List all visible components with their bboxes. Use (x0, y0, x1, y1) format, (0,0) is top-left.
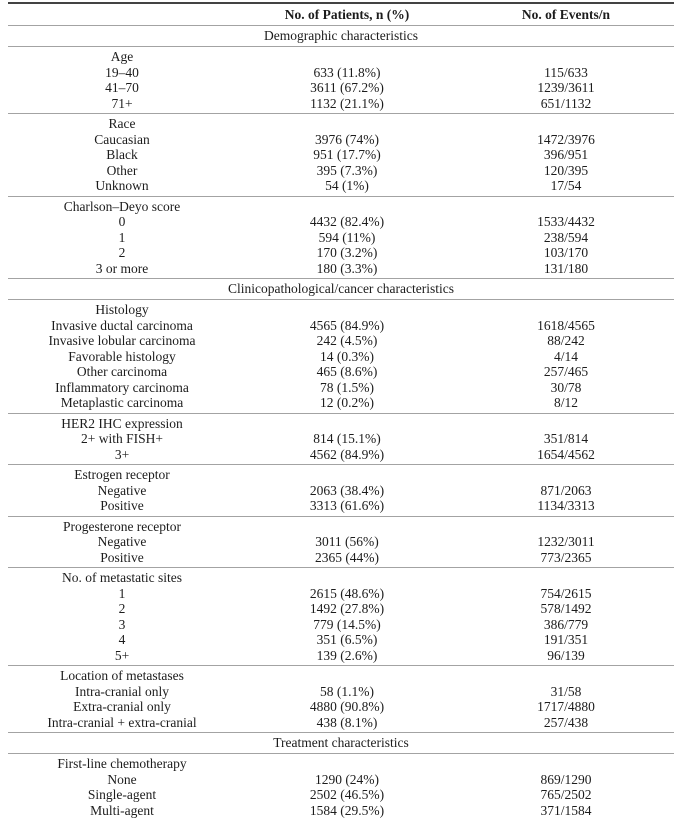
group-label: No. of metastatic sites (62, 570, 182, 585)
row-label: 3+ (114, 446, 130, 462)
events-cell: 191/351 (543, 632, 589, 647)
patient-characteristics-table (8, 2, 674, 820)
events-cell: 257/465 (543, 364, 589, 379)
row-label: Black (106, 147, 138, 162)
row-label: 2 (118, 245, 126, 260)
table-row (8, 333, 674, 349)
table-row (8, 178, 674, 194)
table-row (8, 803, 674, 819)
patients-cell: 2502 (46.5%) (309, 787, 385, 802)
table-row (8, 132, 674, 148)
row-label: Intra-cranial only (74, 683, 170, 699)
table-row (8, 230, 674, 246)
row-label: 3 (118, 616, 126, 632)
events-cell (458, 116, 674, 132)
patients-cell: 3611 (67.2%) (310, 80, 384, 95)
patients-cell: 242 (4.5%) (316, 333, 378, 348)
group-header-row (8, 199, 674, 215)
row-label: Inflammatory carcinoma (55, 379, 189, 395)
row-label: 0 (118, 214, 126, 229)
group-label: Race (108, 116, 136, 131)
patients-cell: 3011 (56%) (315, 534, 379, 549)
group-header-row (8, 668, 674, 684)
table-row (8, 431, 674, 447)
patients-cell (236, 519, 458, 535)
events-cell: 1717/4880 (537, 699, 595, 714)
table-row (8, 601, 674, 617)
row-label: 4 (118, 632, 126, 647)
events-cell: 30/78 (550, 379, 582, 395)
patients-cell (236, 668, 458, 684)
row-label: 19–40 (105, 64, 139, 80)
patients-cell: 1492 (27.8%) (309, 601, 385, 616)
events-cell: 31/58 (550, 683, 582, 699)
events-cell (458, 668, 674, 684)
table-row (8, 617, 674, 633)
table-row (8, 395, 674, 411)
row-label: Negative (97, 534, 147, 549)
table-row (8, 214, 674, 230)
table-row (8, 648, 674, 664)
patients-cell: 14 (0.3%) (320, 348, 374, 364)
events-cell: 351/814 (543, 431, 589, 446)
table-header-row (8, 4, 674, 25)
group-block (8, 197, 674, 279)
row-label: Unknown (95, 178, 149, 193)
table-row (8, 483, 674, 499)
group-label: Age (110, 49, 134, 64)
table-row (8, 498, 674, 514)
table-row (8, 447, 674, 463)
group-block (8, 465, 674, 516)
events-cell: 578/1492 (540, 601, 592, 616)
events-cell: 1239/3611 (537, 80, 595, 95)
table-row (8, 261, 674, 277)
patients-cell: 814 (15.1%) (313, 431, 381, 446)
patients-cell: 395 (7.3%) (316, 162, 378, 178)
table-row (8, 684, 674, 700)
section-title-row (8, 26, 674, 46)
group-block (8, 114, 674, 196)
events-cell (458, 416, 674, 432)
events-cell: 1654/4562 (537, 446, 595, 462)
group-header-row (8, 756, 674, 772)
section-title: Demographic characteristics (263, 28, 419, 43)
table-row (8, 586, 674, 602)
table-row (8, 534, 674, 550)
row-label: Invasive lobular carcinoma (48, 333, 196, 348)
section-title: Clinicopathological/cancer characteristics (227, 281, 455, 296)
events-cell: 1232/3011 (537, 534, 595, 549)
patients-cell: 139 (2.6%) (316, 647, 378, 663)
events-cell: 96/139 (547, 647, 585, 663)
events-cell: 754/2615 (540, 585, 592, 601)
patients-cell (236, 49, 458, 65)
patients-cell: 4432 (82.4%) (309, 214, 385, 229)
patients-cell (236, 199, 458, 215)
group-header-row (8, 302, 674, 318)
group-block (8, 568, 674, 665)
table-row (8, 699, 674, 715)
group-header-row (8, 467, 674, 483)
group-label: First-line chemotherapy (57, 756, 187, 771)
events-cell: 1533/4432 (537, 214, 595, 229)
row-label: 5+ (114, 647, 130, 663)
patients-cell: 180 (3.3%) (316, 260, 378, 276)
events-cell: 4/14 (553, 348, 578, 364)
patients-cell: 779 (14.5%) (313, 616, 381, 632)
section-title: Treatment characteristics (273, 735, 409, 750)
patients-cell: 351 (6.5%) (316, 632, 378, 647)
patients-cell: 594 (11%) (318, 229, 376, 245)
events-cell (458, 302, 674, 318)
events-cell: 869/1290 (540, 771, 592, 787)
patients-cell: 3976 (74%) (314, 131, 380, 147)
group-block (8, 754, 674, 820)
patients-cell (236, 302, 458, 318)
group-label: Charlson–Deyo score (63, 198, 181, 214)
patients-cell: 2615 (48.6%) (309, 585, 385, 601)
events-cell: 17/54 (550, 178, 582, 193)
group-label: Location of metastases (60, 668, 184, 683)
section-title-row (8, 733, 674, 753)
patients-cell: 465 (8.6%) (316, 364, 378, 379)
row-label: Metaplastic carcinoma (60, 395, 184, 410)
events-cell: 371/1584 (540, 802, 592, 818)
group-label: Histology (95, 302, 149, 317)
table-body (8, 26, 674, 820)
events-cell: 386/779 (543, 616, 589, 632)
table-row (8, 364, 674, 380)
header-patients-column: No. of Patients, n (%) (284, 7, 410, 22)
events-cell: 257/438 (543, 714, 589, 730)
row-label: Extra-cranial only (73, 699, 171, 714)
patients-cell: 58 (1.1%) (320, 683, 374, 699)
patients-cell: 1132 (21.1%) (310, 95, 384, 111)
table-row (8, 65, 674, 81)
table-row (8, 96, 674, 112)
events-cell: 115/633 (544, 64, 588, 80)
row-label: None (107, 771, 137, 787)
patients-cell: 438 (8.1%) (316, 714, 378, 730)
row-label: Caucasian (94, 131, 150, 147)
group-block (8, 517, 674, 568)
group-block (8, 47, 674, 113)
patients-cell: 54 (1%) (325, 178, 369, 193)
group-block (8, 414, 674, 465)
group-header-row (8, 416, 674, 432)
events-cell (458, 467, 674, 483)
patients-cell: 4565 (84.9%) (309, 317, 385, 333)
patients-cell: 951 (17.7%) (313, 147, 381, 162)
section-title-row (8, 279, 674, 299)
patients-cell: 3313 (61.6%) (309, 498, 385, 513)
table-row (8, 632, 674, 648)
row-label: 2+ with FISH+ (81, 431, 163, 446)
events-cell: 1134/3313 (537, 498, 595, 513)
row-label: 41–70 (105, 80, 139, 95)
patients-cell (236, 756, 458, 772)
events-cell: 651/1132 (540, 95, 592, 111)
events-cell (458, 570, 674, 586)
row-label: Other (106, 162, 138, 178)
table-row (8, 163, 674, 179)
events-cell: 120/395 (543, 162, 589, 178)
table-row (8, 245, 674, 261)
table-row (8, 787, 674, 803)
events-cell: 871/2063 (540, 482, 592, 498)
patients-cell: 12 (0.2%) (320, 395, 374, 410)
patients-cell: 633 (11.8%) (313, 64, 381, 80)
events-cell: 88/242 (547, 333, 585, 348)
events-cell: 1618/4565 (537, 317, 595, 333)
row-label: Positive (100, 549, 144, 565)
row-label: Single-agent (87, 787, 157, 802)
patients-cell: 4880 (90.8%) (309, 699, 385, 714)
table-row (8, 550, 674, 566)
row-label: 1 (118, 585, 126, 601)
table-row (8, 80, 674, 96)
group-label: Estrogen receptor (74, 467, 170, 482)
table-row (8, 380, 674, 396)
header-events-column: No. of Events/n (521, 7, 611, 22)
group-label: HER2 IHC expression (61, 415, 183, 431)
group-header-row (8, 116, 674, 132)
group-header-row (8, 570, 674, 586)
row-label: 3 or more (95, 260, 149, 276)
patients-cell (236, 467, 458, 483)
row-label: 2 (118, 601, 126, 616)
events-cell: 773/2365 (540, 549, 592, 565)
table-row (8, 772, 674, 788)
table-row (8, 147, 674, 163)
events-cell (458, 519, 674, 535)
patients-cell (236, 570, 458, 586)
group-block (8, 300, 674, 413)
patients-cell: 2365 (44%) (314, 549, 380, 565)
row-label: Invasive ductal carcinoma (51, 317, 193, 333)
group-header-row (8, 49, 674, 65)
row-label: Favorable histology (68, 348, 176, 364)
patients-cell: 78 (1.5%) (320, 379, 374, 395)
row-label: 1 (118, 229, 126, 245)
group-label: Progesterone receptor (62, 518, 182, 534)
events-cell: 238/594 (543, 229, 589, 245)
events-cell: 103/170 (543, 245, 589, 260)
events-cell: 8/12 (553, 395, 578, 410)
table-row (8, 318, 674, 334)
row-label: Intra-cranial + extra-cranial (47, 714, 197, 730)
row-label: Multi-agent (90, 802, 154, 818)
events-cell (458, 756, 674, 772)
row-label: Negative (97, 482, 147, 498)
events-cell: 131/180 (543, 260, 589, 276)
patients-cell: 1584 (29.5%) (309, 802, 385, 818)
events-cell: 765/2502 (540, 787, 592, 802)
events-cell (458, 49, 674, 65)
table-row (8, 349, 674, 365)
patients-cell: 2063 (38.4%) (309, 482, 385, 498)
row-label: 71+ (111, 95, 133, 111)
row-label: Other carcinoma (76, 364, 168, 379)
events-cell: 1472/3976 (537, 131, 595, 147)
patients-cell (236, 116, 458, 132)
group-header-row (8, 519, 674, 535)
events-cell (458, 199, 674, 215)
table-row (8, 715, 674, 731)
patients-cell: 4562 (84.9%) (309, 446, 385, 462)
group-block (8, 666, 674, 732)
events-cell: 396/951 (543, 147, 589, 162)
row-label: Positive (100, 498, 144, 513)
patients-cell (236, 416, 458, 432)
patients-cell: 170 (3.2%) (316, 245, 378, 260)
patients-cell: 1290 (24%) (314, 771, 380, 787)
